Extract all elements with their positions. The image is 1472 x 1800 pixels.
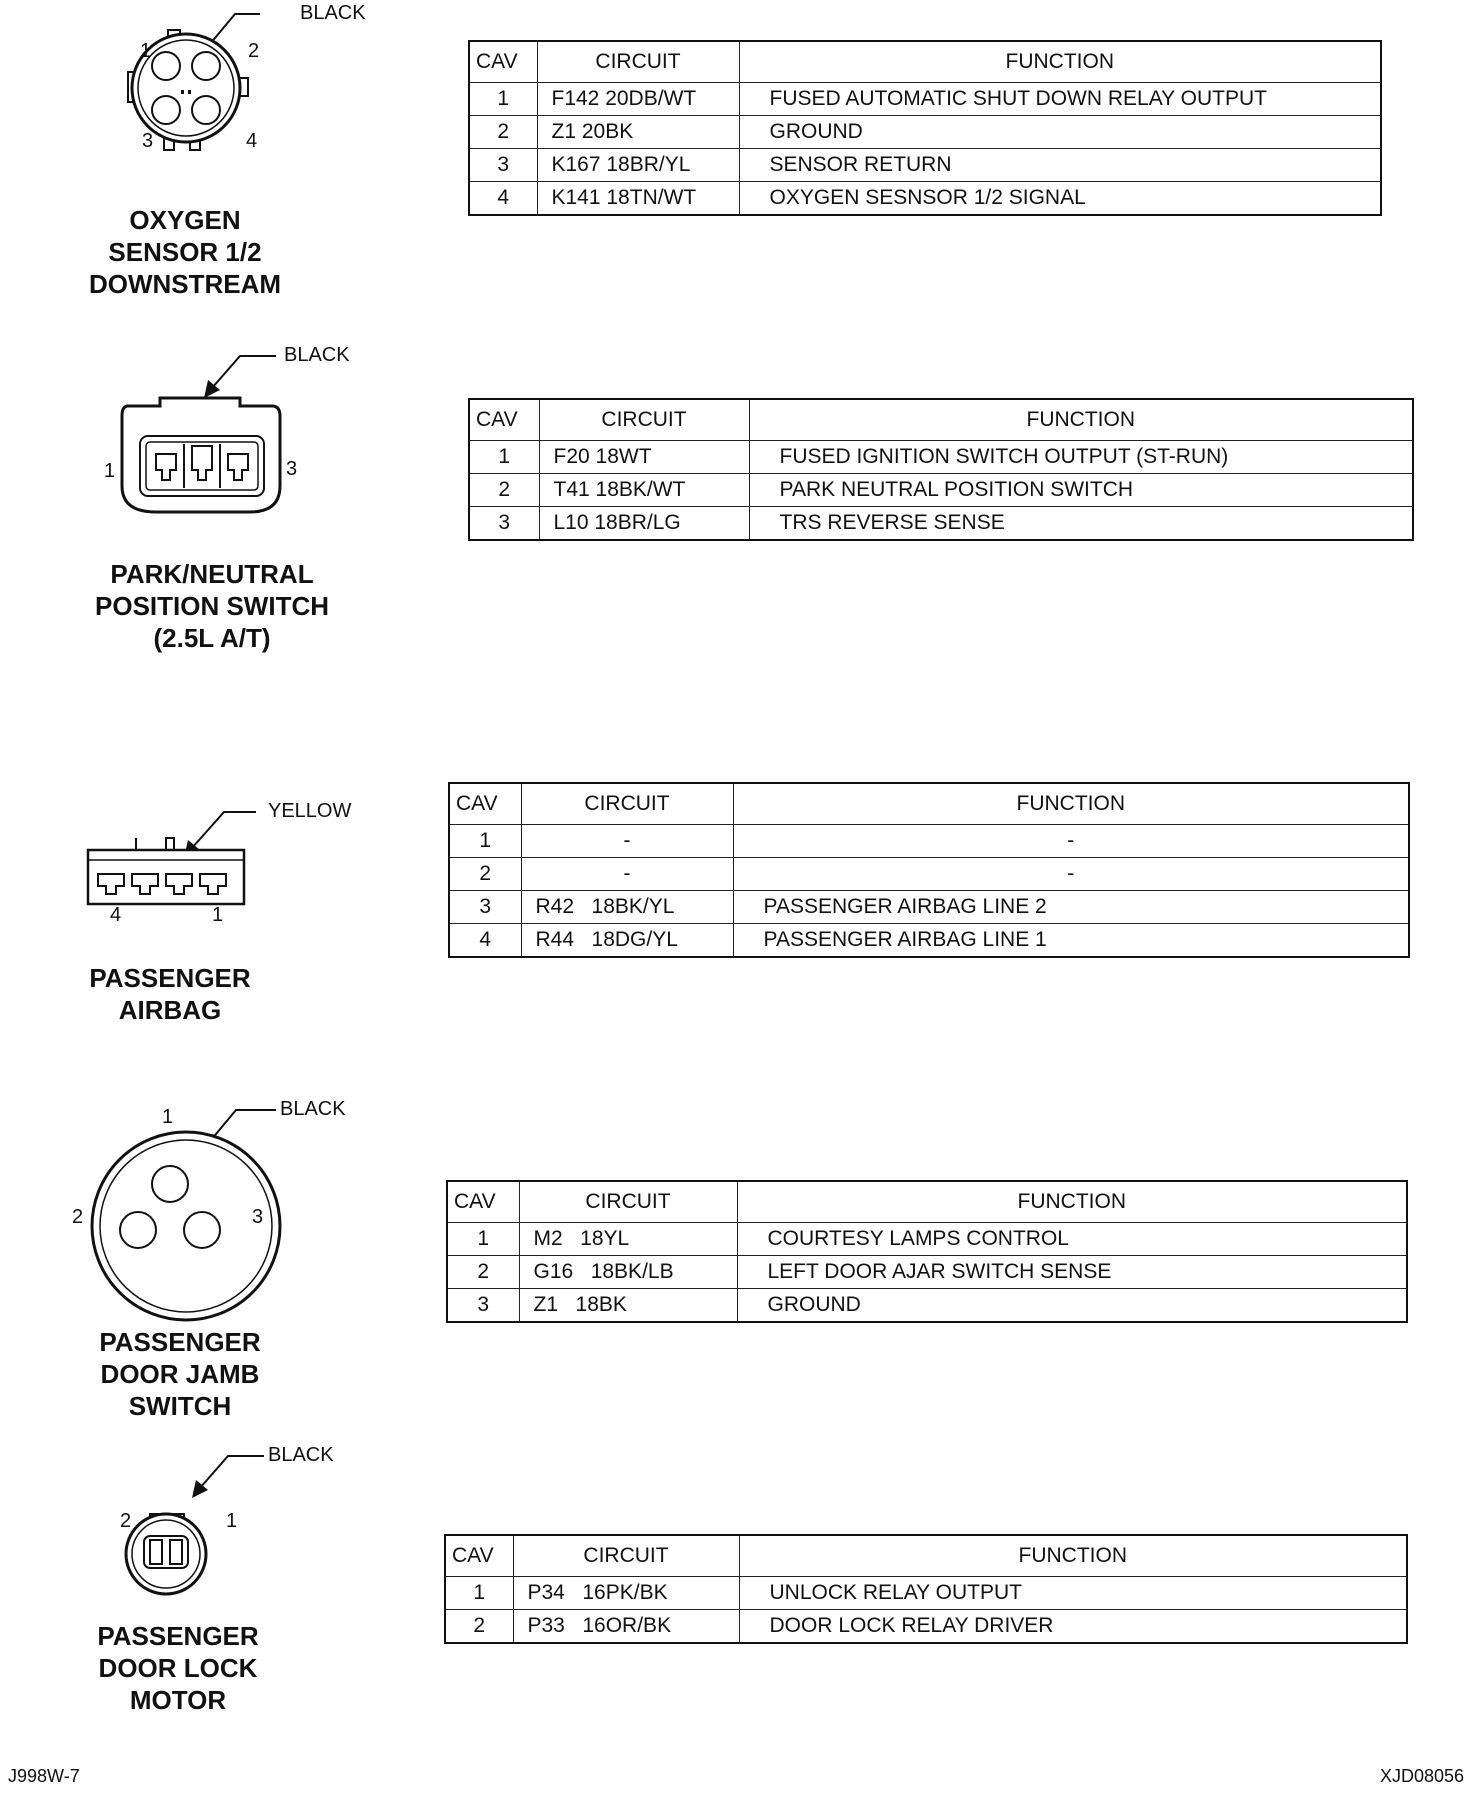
cav-cell: 2 bbox=[445, 1610, 513, 1644]
cav-cell: 2 bbox=[447, 1256, 519, 1289]
circuit-cell: F142 20DB/WT bbox=[537, 83, 739, 116]
connector-name bbox=[72, 558, 352, 654]
circuit-header: CIRCUIT bbox=[513, 1535, 739, 1577]
connector-name bbox=[60, 204, 310, 300]
pin-label: 2 bbox=[72, 1206, 84, 1228]
pin-out-table bbox=[446, 1180, 1408, 1323]
table-row bbox=[447, 1289, 1407, 1323]
park-neutral-switch-connector-diagram bbox=[100, 336, 360, 526]
function-cell: PARK NEUTRAL POSITION SWITCH bbox=[749, 474, 1413, 507]
pin-label: 2 bbox=[248, 40, 260, 62]
cav-header: CAV bbox=[469, 399, 539, 441]
connector-name-line: SWITCH bbox=[128, 1391, 232, 1421]
pin-label: 1 bbox=[212, 904, 224, 926]
connector-name-line: PASSENGER bbox=[99, 1327, 261, 1357]
table-row bbox=[447, 1256, 1407, 1289]
circuit-cell: R42 18BK/YL bbox=[521, 891, 733, 924]
pin-label: 1 bbox=[162, 1106, 174, 1128]
pin-label: 3 bbox=[286, 458, 298, 480]
cav-cell: 3 bbox=[449, 891, 521, 924]
passenger-airbag-connector-diagram bbox=[80, 790, 370, 930]
connector-name-line: PASSENGER bbox=[97, 1621, 259, 1651]
circuit-cell: Z1 20BK bbox=[537, 116, 739, 149]
connector-name-line: MOTOR bbox=[129, 1685, 227, 1715]
table-row bbox=[469, 116, 1381, 149]
circuit-cell: G16 18BK/LB bbox=[519, 1256, 737, 1289]
circuit-header: CIRCUIT bbox=[521, 783, 733, 825]
circuit-header: CIRCUIT bbox=[539, 399, 749, 441]
pin-label: 3 bbox=[252, 1206, 264, 1228]
door-lock-motor-connector-icon bbox=[110, 1440, 380, 1600]
cav-header: CAV bbox=[449, 783, 521, 825]
connector-name-line: SENSOR 1/2 bbox=[108, 237, 262, 267]
pin-out-table bbox=[448, 782, 1410, 958]
cav-cell: 3 bbox=[469, 149, 537, 182]
connector-name-line: AIRBAG bbox=[118, 995, 222, 1025]
connector-name bbox=[60, 962, 280, 1026]
figure-code-left: J998W-7 bbox=[8, 1766, 80, 1786]
circuit-cell: K167 18BR/YL bbox=[537, 149, 739, 182]
function-cell: LEFT DOOR AJAR SWITCH SENSE bbox=[737, 1256, 1407, 1289]
function-cell: OXYGEN SESNSOR 1/2 SIGNAL bbox=[739, 182, 1381, 216]
table-row bbox=[469, 149, 1381, 182]
oxygen-sensor-connector-diagram bbox=[110, 0, 370, 170]
table-row bbox=[449, 891, 1409, 924]
connector-name-line: PARK/NEUTRAL bbox=[110, 559, 314, 589]
table-row bbox=[445, 1610, 1407, 1644]
connector-name-line: DOWNSTREAM bbox=[88, 269, 282, 299]
pin-label: 2 bbox=[120, 1510, 132, 1532]
pin-label: 4 bbox=[246, 130, 258, 152]
circuit-cell: M2 18YL bbox=[519, 1223, 737, 1256]
table-row bbox=[449, 858, 1409, 891]
cav-cell: 1 bbox=[445, 1577, 513, 1610]
cav-cell: 1 bbox=[469, 83, 537, 116]
function-header: FUNCTION bbox=[749, 399, 1413, 441]
cav-cell: 3 bbox=[447, 1289, 519, 1323]
table-row bbox=[449, 924, 1409, 958]
door-lock-motor-connector-diagram bbox=[110, 1440, 380, 1600]
cav-cell: 4 bbox=[449, 924, 521, 958]
cav-cell: 2 bbox=[469, 474, 539, 507]
figure-code-right: XJD08056 bbox=[1379, 1766, 1464, 1786]
connector-color-label: BLACK bbox=[268, 1444, 334, 1466]
pin-label: 1 bbox=[140, 40, 152, 62]
pin-label: 1 bbox=[104, 460, 116, 482]
circuit-cell: L10 18BR/LG bbox=[539, 507, 749, 541]
circuit-cell: - bbox=[521, 858, 733, 891]
function-cell: PASSENGER AIRBAG LINE 1 bbox=[733, 924, 1409, 958]
function-header: FUNCTION bbox=[737, 1181, 1407, 1223]
table-row bbox=[445, 1577, 1407, 1610]
table-row bbox=[469, 474, 1413, 507]
circuit-cell: - bbox=[521, 825, 733, 858]
function-header: FUNCTION bbox=[733, 783, 1409, 825]
table-header-row bbox=[447, 1181, 1407, 1223]
pin-label: 3 bbox=[142, 130, 154, 152]
function-cell: GROUND bbox=[737, 1289, 1407, 1323]
function-cell: SENSOR RETURN bbox=[739, 149, 1381, 182]
connector-name bbox=[60, 1620, 296, 1716]
table-header-row bbox=[469, 399, 1413, 441]
circuit-cell: P33 16OR/BK bbox=[513, 1610, 739, 1644]
function-header: FUNCTION bbox=[739, 41, 1381, 83]
connector-color-label: YELLOW bbox=[268, 800, 352, 822]
function-cell: - bbox=[733, 825, 1409, 858]
cav-header: CAV bbox=[445, 1535, 513, 1577]
connector-color-label: BLACK bbox=[284, 344, 350, 366]
function-cell: COURTESY LAMPS CONTROL bbox=[737, 1223, 1407, 1256]
circuit-cell: Z1 18BK bbox=[519, 1289, 737, 1323]
function-cell: DOOR LOCK RELAY DRIVER bbox=[739, 1610, 1407, 1644]
function-cell: TRS REVERSE SENSE bbox=[749, 507, 1413, 541]
cav-header: CAV bbox=[469, 41, 537, 83]
door-jamb-switch-connector-diagram bbox=[66, 1096, 366, 1316]
function-header: FUNCTION bbox=[739, 1535, 1407, 1577]
circuit-cell: P34 16PK/BK bbox=[513, 1577, 739, 1610]
function-cell: FUSED AUTOMATIC SHUT DOWN RELAY OUTPUT bbox=[739, 83, 1381, 116]
cav-cell: 2 bbox=[469, 116, 537, 149]
circuit-header: CIRCUIT bbox=[519, 1181, 737, 1223]
table-row bbox=[469, 83, 1381, 116]
cav-cell: 1 bbox=[469, 441, 539, 474]
circuit-header: CIRCUIT bbox=[537, 41, 739, 83]
circuit-cell: R44 18DG/YL bbox=[521, 924, 733, 958]
table-row bbox=[469, 507, 1413, 541]
table-row bbox=[469, 441, 1413, 474]
connector-name-line: DOOR JAMB bbox=[100, 1359, 260, 1389]
circuit-cell: T41 18BK/WT bbox=[539, 474, 749, 507]
cav-cell: 4 bbox=[469, 182, 537, 216]
table-row bbox=[449, 825, 1409, 858]
door-jamb-switch-connector-icon bbox=[66, 1096, 366, 1316]
connector-name-line: POSITION SWITCH bbox=[95, 591, 329, 621]
circuit-cell: F20 18WT bbox=[539, 441, 749, 474]
function-cell: - bbox=[733, 858, 1409, 891]
function-cell: GROUND bbox=[739, 116, 1381, 149]
connector-name-line: (2.5L A/T) bbox=[153, 623, 271, 653]
circuit-cell: K141 18TN/WT bbox=[537, 182, 739, 216]
pin-out-table bbox=[468, 398, 1414, 541]
table-header-row bbox=[449, 783, 1409, 825]
function-cell: PASSENGER AIRBAG LINE 2 bbox=[733, 891, 1409, 924]
connector-name bbox=[70, 1326, 290, 1422]
table-row bbox=[447, 1223, 1407, 1256]
pin-out-table bbox=[468, 40, 1382, 216]
cav-cell: 1 bbox=[449, 825, 521, 858]
cav-cell: 1 bbox=[447, 1223, 519, 1256]
pin-label: 1 bbox=[226, 1510, 238, 1532]
cav-cell: 3 bbox=[469, 507, 539, 541]
connector-name-line: DOOR LOCK bbox=[98, 1653, 258, 1683]
table-header-row bbox=[445, 1535, 1407, 1577]
function-cell: UNLOCK RELAY OUTPUT bbox=[739, 1577, 1407, 1610]
table-row bbox=[469, 182, 1381, 216]
cav-cell: 2 bbox=[449, 858, 521, 891]
cav-header: CAV bbox=[447, 1181, 519, 1223]
function-cell: FUSED IGNITION SWITCH OUTPUT (ST-RUN) bbox=[749, 441, 1413, 474]
connector-name-line: PASSENGER bbox=[89, 963, 251, 993]
connector-color-label: BLACK bbox=[300, 2, 366, 24]
table-header-row bbox=[469, 41, 1381, 83]
pin-out-table bbox=[444, 1534, 1408, 1644]
connector-color-label: BLACK bbox=[280, 1098, 346, 1120]
connector-name-line: OXYGEN bbox=[129, 205, 241, 235]
pin-label: 4 bbox=[110, 904, 122, 926]
